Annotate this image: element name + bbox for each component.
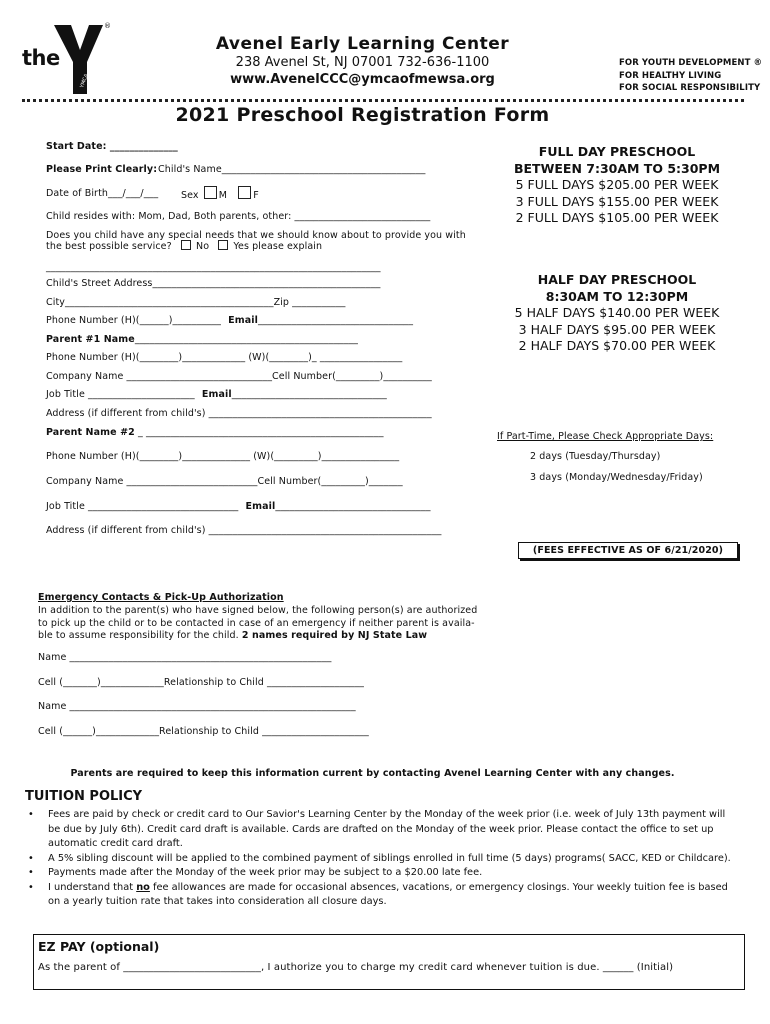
part-time-option-2days[interactable]: 2 days (Tuesday/Thursday) [530, 451, 661, 462]
emergency-name-2[interactable]: Name ___________________________________________________________ [38, 701, 356, 712]
parent2-address-field[interactable]: Address (if different from child's) ________________________________________________ [46, 525, 442, 536]
parent1-name-line[interactable]: ______________________________________________ [134, 334, 358, 345]
bullet-dot: • [28, 809, 34, 820]
part-time-option-3days[interactable]: 3 days (Monday/Wednesday/Friday) [530, 472, 703, 483]
parent1-email-label: Email [201, 389, 232, 400]
print-clearly-label: Please Print Clearly: [46, 164, 158, 175]
start-date-field[interactable]: Start Date: ______________ [46, 141, 178, 152]
email-field[interactable]: ________________________________ [257, 315, 414, 326]
emergency-required-note: 2 names required by NJ State Law [241, 630, 428, 641]
sex-m-checkbox[interactable] [204, 186, 217, 199]
tuition-bullets [28, 808, 740, 910]
special-needs-explain-line[interactable]: _____________________________________________________________________ [46, 262, 381, 273]
tuition-bullet-1 [28, 808, 740, 852]
sex-f-label: F [253, 190, 259, 201]
emergency-cell-1[interactable]: Cell (_______)_____________Relationship to Child ____________________ [38, 677, 364, 688]
tuition-bullet-2 [28, 852, 740, 867]
org-website: www.AvenelCCC@ymcaofmewsa.org [230, 72, 495, 87]
tagline-3: FOR SOCIAL RESPONSIBILITY [619, 83, 761, 93]
ez-pay-box [33, 934, 745, 990]
tuition-bullet-3 [28, 866, 740, 881]
form-title: 2021 Preschool Registration Form [175, 104, 550, 126]
tuition-bullet-3-text: Payments made after the Monday of the week prior may be subject to a $20.00 late fee. [48, 867, 483, 878]
update-notice: Parents are required to keep this information current by contacting Avenel Learning Center with any changes. [70, 768, 675, 779]
emergency-heading: Emergency Contacts & Pick-Up Authorization [38, 592, 284, 603]
half-day-title-1: HALF DAY PRESCHOOL [537, 272, 697, 287]
parent2-name-field [46, 427, 384, 438]
fees-effective-box [518, 542, 738, 559]
parent2-email-label: Email [245, 501, 276, 512]
full-day-row-3: 2 FULL DAYS $105.00 PER WEEK [515, 210, 719, 225]
child-name-field[interactable]: Child's Name__________________________________________ [158, 164, 426, 175]
tagline-2: FOR HEALTHY LIVING [619, 70, 722, 81]
dob-field[interactable]: Date of Birth___/___/___ [46, 188, 159, 199]
part-time-heading: If Part-Time, Please Check Appropriate Days: [497, 431, 714, 442]
parent2-job-line[interactable]: Job Title _______________________________ [46, 501, 239, 512]
sex-label: Sex [181, 190, 199, 201]
parent1-job-field [46, 389, 387, 400]
phone-field[interactable]: Phone Number (H)(______)__________ [46, 315, 221, 326]
half-day-row-2: 3 HALF DAYS $95.00 PER WEEK [518, 321, 716, 337]
full-day-title-2: BETWEEN 7:30AM TO 5:30PM [513, 160, 721, 176]
tuition-bullet-4c: fee allowances are made for occasional absences, vacations, or emergency closings. Your weekly tuition fee is based on a yearly tuition rate that takes into consideration all closure days. [48, 881, 728, 907]
parent1-label: Parent #1 Name [46, 334, 135, 345]
parent1-company-field[interactable]: Company Name ______________________________Cell Number(_________)__________ [46, 371, 432, 382]
full-day-block [492, 144, 742, 227]
full-day-row-2: 3 FULL DAYS $155.00 PER WEEK [515, 193, 719, 209]
parent1-email-field[interactable]: ________________________________ [231, 389, 387, 400]
parent2-phone-field[interactable]: Phone Number (H)(________)______________ (W)(_________)________________ [46, 451, 400, 462]
tuition-bullet-4a: I understand that [48, 881, 137, 893]
parent1-job-line[interactable]: Job Title ______________________ [46, 389, 195, 400]
fees-effective-text: (FEES EFFECTIVE AS OF 6/21/2020) [532, 545, 724, 556]
special-needs-question-1: Does you child have any special needs that we should know about to provide you with [46, 230, 466, 241]
half-day-title-2: 8:30AM TO 12:30PM [545, 288, 689, 304]
special-no-label: No [196, 241, 210, 252]
emergency-cell-2[interactable]: Cell (______)_____________Relationship to Child ______________________ [38, 726, 369, 737]
full-day-row-1: 5 FULL DAYS $205.00 PER WEEK [515, 177, 719, 192]
parent1-phone-field[interactable]: Phone Number (H)(________)_____________ (W)(________)_ _________________ [46, 352, 403, 363]
sex-f-checkbox[interactable] [238, 186, 251, 199]
ymca-mark-text: YMCA [79, 73, 90, 89]
tuition-bullet-2-text: A 5% sibling discount will be applied to the combined payment of siblings enrolled in full time (5 days) programs( SACC, KED or Childcare). [48, 852, 731, 864]
bullet-dot: • [28, 852, 34, 864]
bullet-dot: • [28, 867, 34, 878]
bullet-dot: • [28, 881, 34, 893]
tuition-heading: TUITION POLICY [25, 789, 143, 804]
email-label: Email [228, 315, 258, 326]
phone-email-field [46, 315, 413, 326]
special-yes-checkbox[interactable] [218, 240, 228, 250]
street-address-field[interactable]: Child's Street Address_______________________________________________ [46, 278, 381, 289]
sex-m-label: M [218, 190, 228, 201]
emergency-text-3 [38, 630, 427, 641]
parent2-company-field[interactable]: Company Name ___________________________Cell Number(_________)_______ [46, 476, 403, 487]
org-address: 238 Avenel St, NJ 07001 732-636-1100 [235, 55, 490, 70]
emergency-name-1[interactable]: Name ______________________________________________________ [38, 652, 332, 663]
logo-the-text: the [22, 46, 60, 70]
half-day-row-1: 5 HALF DAYS $140.00 PER WEEK [514, 305, 720, 320]
special-needs-question-2 [46, 240, 322, 252]
tuition-bullet-4-no: no [136, 881, 150, 893]
half-day-block [492, 272, 742, 355]
sex-field [181, 186, 259, 201]
city-zip-field[interactable]: City___________________________________________Zip ___________ [46, 297, 346, 308]
ez-pay-authorization[interactable]: As the parent of ___________________________, I authorize you to charge my credit card whenever tuition is due. ______ (Initial) [38, 962, 674, 973]
tuition-bullet-1-text: Fees are paid by check or credit card to Our Savior's Learning Center by the Monday of the week prior (i.e. week of July 13th payment will be due by July 6th). Credit card draft is available. Cards are drafted on the Monday of the week prior. Please contact the office to set up automatic credit card draft. [48, 809, 726, 849]
tagline-1: FOR YOUTH DEVELOPMENT ® [619, 58, 763, 68]
tuition-bullet-4 [28, 881, 740, 910]
emergency-text-1: In addition to the parent(s) who have signed below, the following person(s) are authorized [38, 605, 478, 616]
parent2-name-line[interactable]: _ _________________________________________________ [137, 427, 384, 438]
emergency-text-3-main: ble to assume responsibility for the child. [38, 630, 239, 641]
special-yes-label: Yes please explain [233, 241, 323, 252]
parent1-address-field[interactable]: Address (if different from child's) ______________________________________________ [46, 408, 432, 419]
registered-mark: ® [104, 22, 111, 30]
org-name: Avenel Early Learning Center [215, 34, 510, 54]
taglines [619, 57, 762, 95]
header-divider [22, 99, 744, 102]
special-needs-question-2-text: the best possible service? [46, 241, 172, 252]
parent2-email-field[interactable]: ________________________________ [275, 501, 431, 512]
resides-field[interactable]: Child resides with: Mom, Dad, Both parents, other: ____________________________ [46, 211, 431, 222]
emergency-text-2: to pick up the child or to be contacted in case of an emergency if neither parent is availa- [38, 618, 475, 629]
parent2-label: Parent Name #2 [46, 427, 135, 438]
special-no-checkbox[interactable] [181, 240, 191, 250]
half-day-row-3: 2 HALF DAYS $70.00 PER WEEK [518, 338, 716, 353]
parent2-job-field [46, 501, 431, 512]
parent1-name-field [46, 334, 358, 345]
ez-pay-title: EZ PAY (optional) [38, 939, 160, 954]
full-day-title-1: FULL DAY PRESCHOOL [538, 144, 696, 159]
